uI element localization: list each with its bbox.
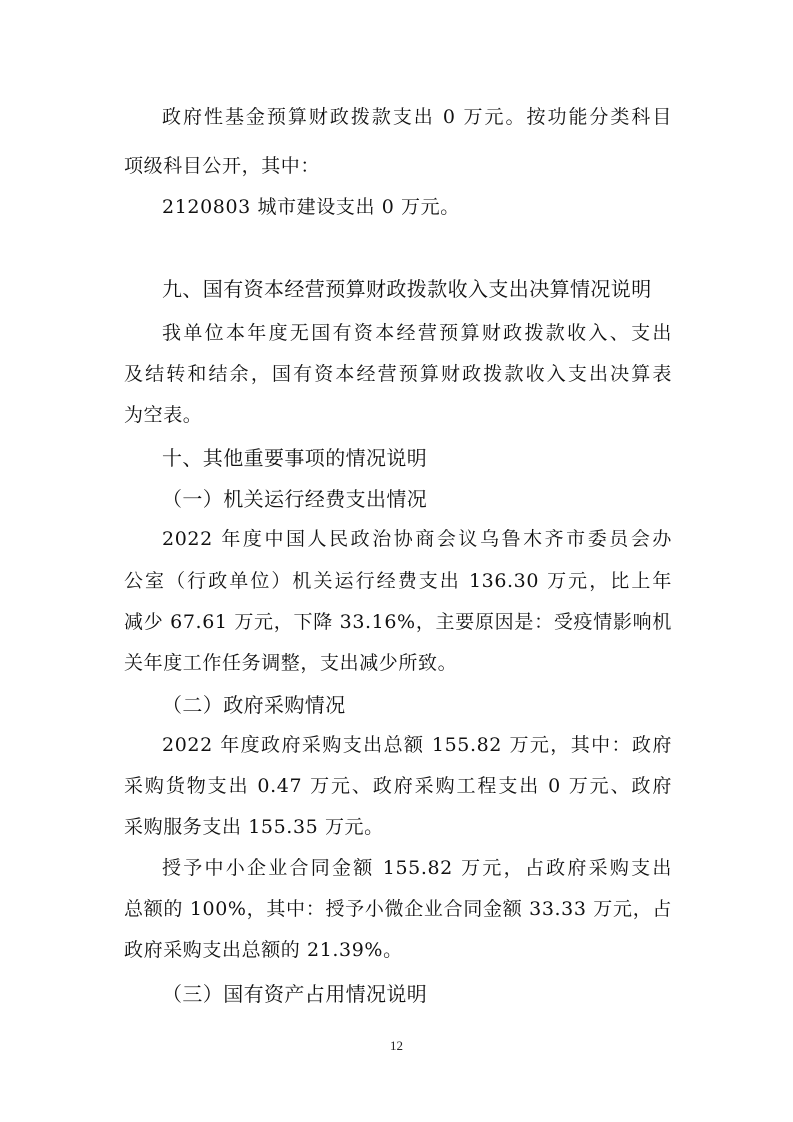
paragraph-line: 2120803 城市建设支出 0 万元。 <box>162 196 460 218</box>
paragraph-line: 减少 67.61 万元，下降 33.16%，主要原因是：受疫情影响机 <box>124 611 672 633</box>
paragraph-line: 项级科目公开，其中： <box>124 155 321 177</box>
paragraph-line: 2022 年度中国人民政治协商会议乌鲁木齐市委员会办 <box>162 528 672 550</box>
paragraph-line: 及结转和结余，国有资本经营预算财政拨款收入支出决算表 <box>124 363 672 385</box>
subsection-heading-3: （三）国有资产占用情况说明 <box>162 982 428 1006</box>
page-number: 12 <box>390 1038 403 1053</box>
section-heading-9: 九、国有资本经营预算财政拨款收入支出决算情况说明 <box>162 277 652 301</box>
paragraph-line: 采购服务支出 155.35 万元。 <box>124 816 384 838</box>
section-heading-10: 十、其他重要事项的情况说明 <box>162 446 428 470</box>
subsection-heading-2: （二）政府采购情况 <box>162 693 346 717</box>
paragraph-line: 授予中小企业合同金额 155.82 万元，占政府采购支出 <box>162 857 672 879</box>
paragraph-line: 总额的 100%，其中：授予小微企业合同金额 33.33 万元，占 <box>124 898 672 920</box>
paragraph-line: 关年度工作任务调整，支出减少所致。 <box>124 652 458 674</box>
paragraph-line: 2022 年度政府采购支出总额 155.82 万元，其中：政府 <box>162 734 672 756</box>
subsection-heading-1: （一）机关运行经费支出情况 <box>162 487 428 511</box>
paragraph-line: 公室（行政单位）机关运行经费支出 136.30 万元，比上年 <box>124 570 672 592</box>
paragraph-line: 为空表。 <box>124 404 203 426</box>
paragraph-line: 政府性基金预算财政拨款支出 0 万元。按功能分类科目 <box>162 106 672 128</box>
paragraph-line: 我单位本年度无国有资本经营预算财政拨款收入、支出 <box>162 322 672 344</box>
paragraph-line: 采购货物支出 0.47 万元、政府采购工程支出 0 万元、政府 <box>124 775 672 797</box>
paragraph-line: 政府采购支出总额的 21.39%。 <box>124 939 403 961</box>
